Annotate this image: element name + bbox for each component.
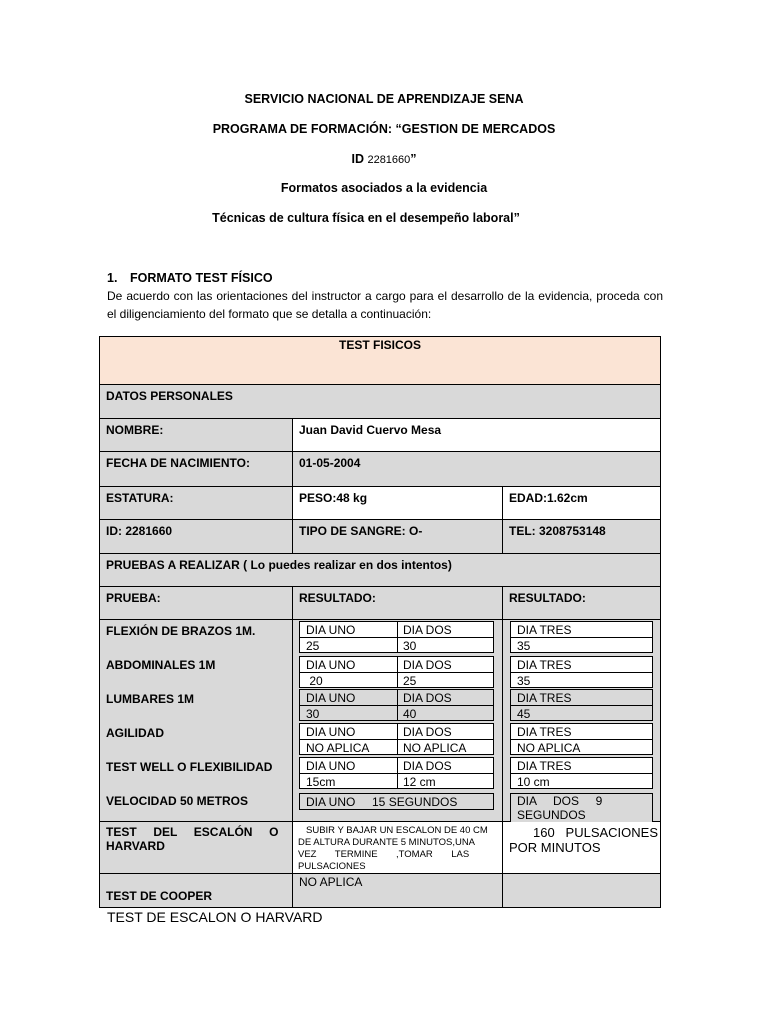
harvard-label-line2: HARVARD [106,839,165,853]
blood-type-cell: TIPO DE SANGRE: O- [292,520,502,553]
id-cell: ID: 2281660 [106,524,173,538]
id-value: 2281660 [367,154,411,166]
test-name: AGILIDAD [106,726,164,740]
day2-value: 25 [403,674,417,688]
harvard-desc-line4: PULSACIONES [298,861,366,872]
age-value: EDAD:1.62cm [502,487,660,519]
day3-value: 35 [517,639,531,653]
speed-result-unit: SEGUNDOS [517,808,586,822]
test-name: LUMBARES 1M [106,692,195,706]
day3-label: DIA TRES [517,691,572,705]
section-title: FORMATO TEST FÍSICO [130,271,273,285]
institution-title: SERVICIO NACIONAL DE APRENDIZAJE SENA [244,92,524,106]
day1-label: DIA UNO [306,691,356,705]
name-row [100,419,660,452]
day2-value: 40 [403,707,417,721]
harvard-row [100,822,660,873]
day2-label: DIA DOS [403,691,452,705]
column-result-1: RESULTADO: [292,587,502,619]
day2-value: NO APLICA [403,741,467,755]
result-box-day1-2 [299,656,494,688]
cooper-result [502,874,660,907]
day2-value: 30 [403,639,417,653]
harvard-description [292,822,502,873]
day1-value: 20 [306,674,323,688]
tests-heading-row [100,554,660,587]
table-title: TEST FISICOS [338,338,421,352]
physical-test-table [99,336,661,908]
result-box-day1-2 [299,621,494,653]
birthdate-row [100,452,660,487]
height-row [100,487,660,520]
speed-result-box [299,793,494,810]
result-box-day1-2 [299,723,494,755]
harvard-result-line2: POR MINUTOS [509,840,601,855]
day1-value: 25 [306,639,320,653]
harvard-label [100,822,292,873]
result-box-day3 [510,757,653,789]
day1-label: DIA UNO [306,623,356,637]
phone-cell: TEL: 3208753148 [502,520,660,553]
personal-data-heading: DATOS PERSONALES [106,389,233,403]
section-intro: De acuerdo con las orientaciones del instructor a cargo para el desarrollo de la evidencia, proceda con el diligenciamiento del formato que se detalla a continuación: [107,289,663,321]
evidence-topic: Técnicas de cultura física en el desempeño laboral” [212,211,520,225]
harvard-label-line1: TEST DEL ESCALÓN O [106,825,279,839]
cooper-row [100,873,660,907]
id-row [100,520,660,554]
speed-result-day1: DIA UNO 15 SEGUNDOS [306,795,458,809]
columns-row [100,587,660,620]
harvard-result-line1: 160 PULSACIONES [533,825,658,840]
evidence-subtitle: Formatos asociados a la evidencia [280,181,488,195]
day1-label: DIA UNO [306,725,356,739]
result-box-day1-2 [299,689,494,721]
day3-label: DIA TRES [517,623,572,637]
column-test: PRUEBA: [106,591,161,605]
test-name: ABDOMINALES 1M [106,658,216,672]
id-suffix: ” [410,152,417,166]
day1-label: DIA UNO [306,759,356,773]
day2-value: 12 cm [403,775,436,789]
cooper-label: TEST DE COOPER [106,889,213,903]
program-title: PROGRAMA DE FORMACIÓN: “GESTION DE MERCADOS [212,122,556,136]
program-id [0,152,768,166]
day1-label: DIA UNO [306,658,356,672]
speed-test-name: VELOCIDAD 50 METROS [106,794,249,808]
harvard-desc-line1: SUBIR Y BAJAR UN ESCALON DE 40 CM [306,825,488,836]
day2-label: DIA DOS [403,623,452,637]
day3-label: DIA TRES [517,725,572,739]
column-result-2: RESULTADO: [502,587,660,619]
harvard-desc-line3: VEZ TERMINE ,TOMAR LAS [298,849,470,860]
speed-result-day2: DIA DOS 9 [517,794,603,808]
day3-label: DIA TRES [517,759,572,773]
day2-label: DIA DOS [403,658,452,672]
day2-label: DIA DOS [403,759,452,773]
harvard-result [502,822,660,873]
result-box-day3 [510,723,653,755]
section-heading [107,271,273,285]
result-box-day1-2 [299,757,494,789]
day3-value: NO APLICA [517,741,581,755]
harvard-desc-line2: DE ALTURA DURANTE 5 MINUTOS,UNA [298,837,476,848]
result-box-day3 [510,689,653,721]
day1-value: 30 [306,707,320,721]
day3-value: 10 cm [517,775,550,789]
birthdate-label: FECHA DE NACIMIENTO: [106,456,250,470]
cooper-value: NO APLICA [292,874,502,907]
day1-value: NO APLICA [306,741,370,755]
day3-value: 45 [517,707,531,721]
day2-label: DIA DOS [403,725,452,739]
test-name: FLEXIÓN DE BRAZOS 1M. [106,624,256,638]
name-value: Juan David Cuervo Mesa [292,419,660,451]
weight-value: PESO:48 kg [292,487,502,519]
result-box-day3 [510,656,653,688]
name-label: NOMBRE: [100,419,292,451]
day3-value: 35 [517,674,531,688]
id-prefix: ID [351,152,364,166]
day1-value: 15cm [306,775,336,789]
test-name: TEST WELL O FLEXIBILIDAD [106,760,273,774]
tests-heading: PRUEBAS A REALIZAR ( Lo puedes realizar en dos intentos) [106,558,452,572]
personal-data-row [100,385,660,419]
birthdate-value: 01-05-2004 [292,452,660,486]
height-label: ESTATURA: [100,487,292,519]
footer-text: TEST DE ESCALON O HARVARD [107,909,323,925]
day3-label: DIA TRES [517,658,572,672]
test-rows [100,620,660,822]
result-box-day3 [510,621,653,653]
section-number: 1. [107,271,118,285]
table-title-row [100,337,660,385]
speed-result-box-2 [510,793,653,822]
